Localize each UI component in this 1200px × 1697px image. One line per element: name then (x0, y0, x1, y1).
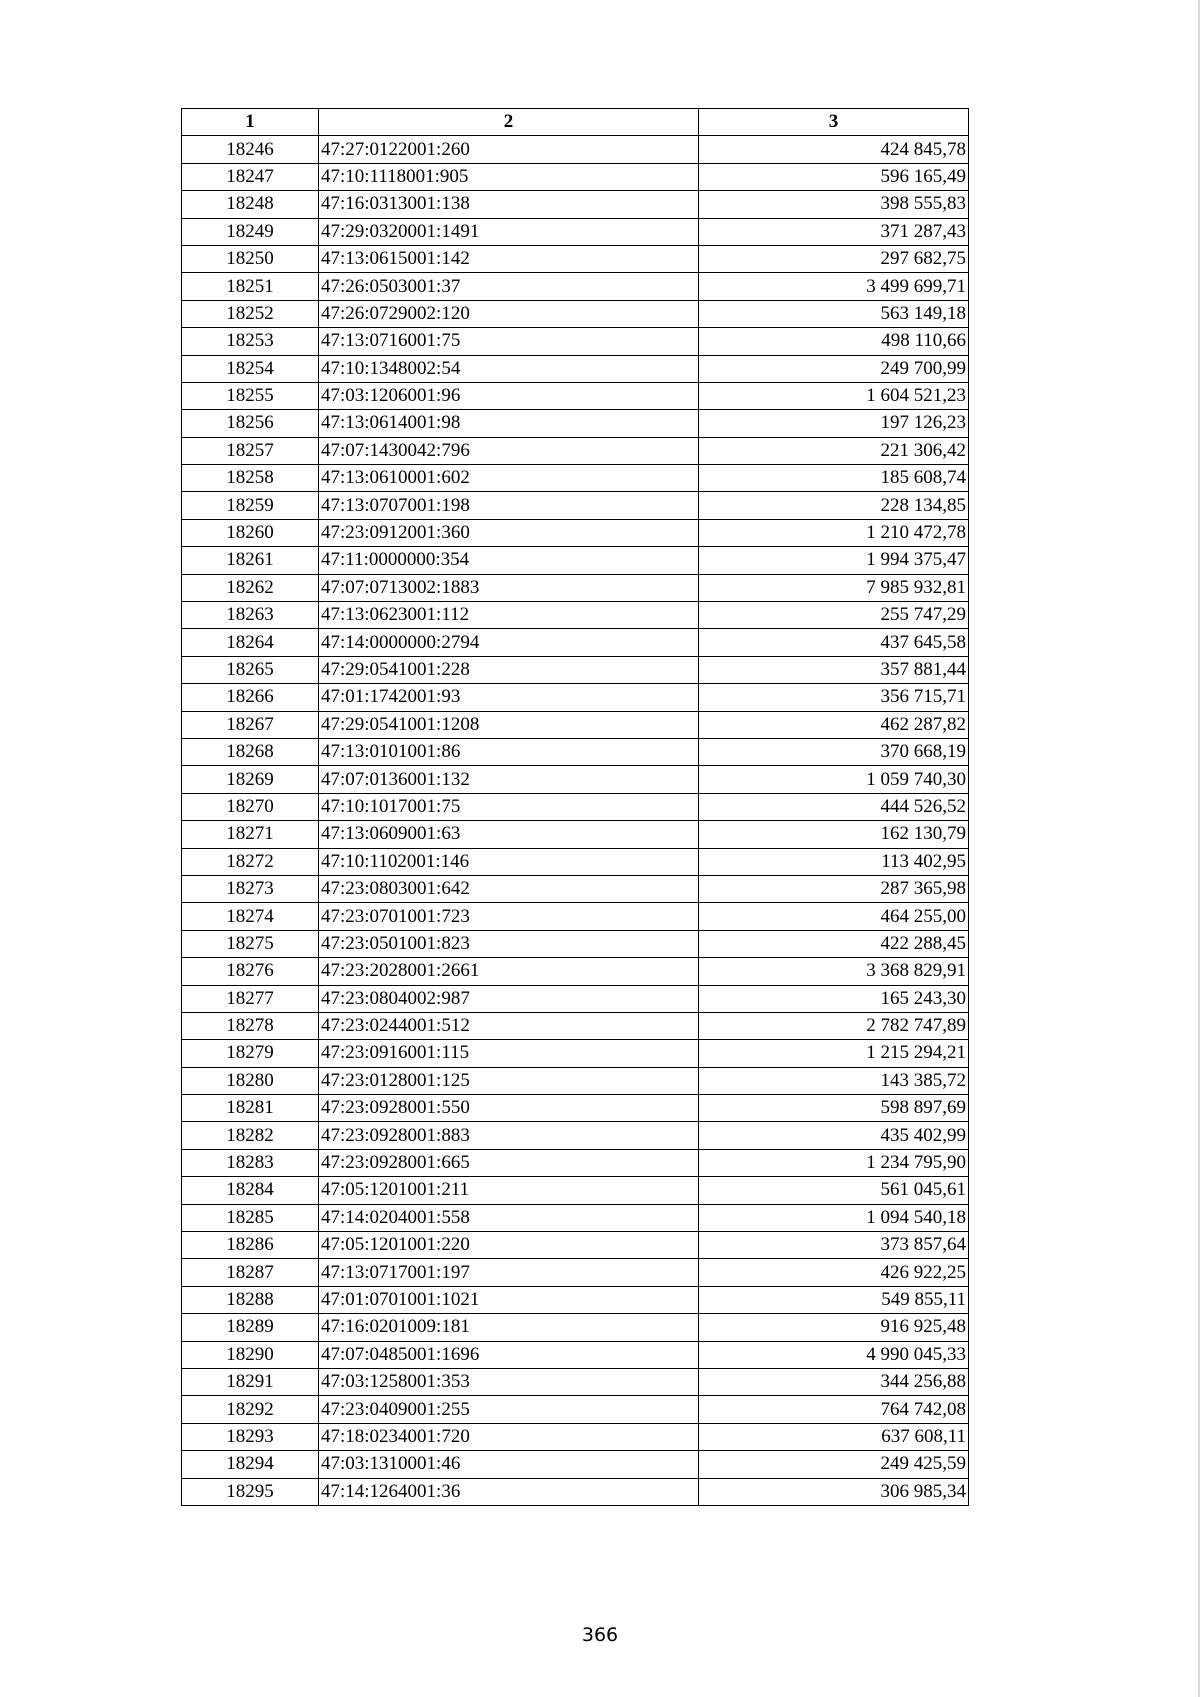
table-row (182, 1451, 969, 1478)
row-number-cell: 18294 (182, 1451, 319, 1478)
table-row (182, 1368, 969, 1395)
data-table (181, 108, 969, 1506)
row-number-cell: 18278 (182, 1012, 319, 1039)
value-cell: 2 782 747,89 (699, 1012, 969, 1039)
cadastral-number-cell: 47:23:0916001:115 (319, 1040, 699, 1067)
row-number-cell: 18254 (182, 355, 319, 382)
value-cell: 1 210 472,78 (699, 519, 969, 546)
cadastral-number-cell: 47:01:0701001:1021 (319, 1286, 699, 1313)
value-cell: 185 608,74 (699, 465, 969, 492)
value-cell: 637 608,11 (699, 1423, 969, 1450)
row-number-cell: 18263 (182, 602, 319, 629)
value-cell: 598 897,69 (699, 1095, 969, 1122)
cadastral-number-cell: 47:03:1258001:353 (319, 1368, 699, 1395)
row-number-cell: 18295 (182, 1478, 319, 1505)
cadastral-number-cell: 47:13:0614001:98 (319, 410, 699, 437)
table-row (182, 1423, 969, 1450)
row-number-cell: 18247 (182, 163, 319, 190)
cadastral-number-cell: 47:14:1264001:36 (319, 1478, 699, 1505)
row-number-cell: 18262 (182, 574, 319, 601)
row-number-cell: 18246 (182, 136, 319, 163)
table-row (182, 1478, 969, 1505)
table-row (182, 1204, 969, 1231)
row-number-cell: 18267 (182, 711, 319, 738)
value-cell: 398 555,83 (699, 191, 969, 218)
row-number-cell: 18266 (182, 684, 319, 711)
row-number-cell: 18274 (182, 903, 319, 930)
value-cell: 297 682,75 (699, 245, 969, 272)
table-row (182, 738, 969, 765)
table-row (182, 1012, 969, 1039)
row-number-cell: 18261 (182, 547, 319, 574)
cadastral-number-cell: 47:13:0717001:197 (319, 1259, 699, 1286)
table-row (182, 793, 969, 820)
table-row (182, 437, 969, 464)
row-number-cell: 18280 (182, 1067, 319, 1094)
table-row (182, 136, 969, 163)
row-number-cell: 18257 (182, 437, 319, 464)
value-cell: 1 994 375,47 (699, 547, 969, 574)
cadastral-number-cell: 47:07:0136001:132 (319, 766, 699, 793)
cadastral-number-cell: 47:27:0122001:260 (319, 136, 699, 163)
value-cell: 596 165,49 (699, 163, 969, 190)
cadastral-number-cell: 47:03:1206001:96 (319, 382, 699, 409)
cadastral-number-cell: 47:23:0928001:550 (319, 1095, 699, 1122)
row-number-cell: 18265 (182, 656, 319, 683)
value-cell: 462 287,82 (699, 711, 969, 738)
column-header-3: 3 (699, 109, 969, 136)
cadastral-number-cell: 47:14:0000000:2794 (319, 629, 699, 656)
cadastral-number-cell: 47:23:0701001:723 (319, 903, 699, 930)
cadastral-number-cell: 47:23:0128001:125 (319, 1067, 699, 1094)
table-row (182, 410, 969, 437)
value-cell: 444 526,52 (699, 793, 969, 820)
cadastral-number-cell: 47:05:1201001:220 (319, 1232, 699, 1259)
cadastral-number-cell: 47:26:0729002:120 (319, 300, 699, 327)
row-number-cell: 18277 (182, 985, 319, 1012)
row-number-cell: 18268 (182, 738, 319, 765)
table-row (182, 1286, 969, 1313)
row-number-cell: 18272 (182, 848, 319, 875)
table-row (182, 1177, 969, 1204)
row-number-cell: 18273 (182, 875, 319, 902)
value-cell: 197 126,23 (699, 410, 969, 437)
table-row (182, 300, 969, 327)
table-row (182, 602, 969, 629)
table-row (182, 218, 969, 245)
table-row (182, 465, 969, 492)
value-cell: 221 306,42 (699, 437, 969, 464)
cadastral-number-cell: 47:29:0541001:1208 (319, 711, 699, 738)
column-header-1: 1 (182, 109, 319, 136)
row-number-cell: 18259 (182, 492, 319, 519)
table-row (182, 958, 969, 985)
value-cell: 498 110,66 (699, 328, 969, 355)
value-cell: 561 045,61 (699, 1177, 969, 1204)
value-cell: 162 130,79 (699, 821, 969, 848)
row-number-cell: 18256 (182, 410, 319, 437)
cadastral-number-cell: 47:10:1102001:146 (319, 848, 699, 875)
row-number-cell: 18275 (182, 930, 319, 957)
table-row (182, 574, 969, 601)
value-cell: 344 256,88 (699, 1368, 969, 1395)
cadastral-number-cell: 47:13:0623001:112 (319, 602, 699, 629)
value-cell: 373 857,64 (699, 1232, 969, 1259)
value-cell: 916 925,48 (699, 1314, 969, 1341)
row-number-cell: 18260 (182, 519, 319, 546)
value-cell: 549 855,11 (699, 1286, 969, 1313)
table-row (182, 821, 969, 848)
row-number-cell: 18264 (182, 629, 319, 656)
value-cell: 249 700,99 (699, 355, 969, 382)
row-number-cell: 18271 (182, 821, 319, 848)
value-cell: 3 368 829,91 (699, 958, 969, 985)
row-number-cell: 18249 (182, 218, 319, 245)
value-cell: 165 243,30 (699, 985, 969, 1012)
table-row (182, 1341, 969, 1368)
cadastral-number-cell: 47:23:0244001:512 (319, 1012, 699, 1039)
table-row (182, 328, 969, 355)
row-number-cell: 18270 (182, 793, 319, 820)
row-number-cell: 18284 (182, 1177, 319, 1204)
table-row (182, 273, 969, 300)
value-cell: 287 365,98 (699, 875, 969, 902)
table-row (182, 492, 969, 519)
cadastral-number-cell: 47:13:0609001:63 (319, 821, 699, 848)
row-number-cell: 18293 (182, 1423, 319, 1450)
value-cell: 435 402,99 (699, 1122, 969, 1149)
value-cell: 4 990 045,33 (699, 1341, 969, 1368)
value-cell: 764 742,08 (699, 1396, 969, 1423)
table-row (182, 629, 969, 656)
cadastral-number-cell: 47:16:0201009:181 (319, 1314, 699, 1341)
row-number-cell: 18282 (182, 1122, 319, 1149)
value-cell: 370 668,19 (699, 738, 969, 765)
cadastral-number-cell: 47:23:0804002:987 (319, 985, 699, 1012)
table-header-row (182, 109, 969, 136)
table-row (182, 1095, 969, 1122)
cadastral-number-cell: 47:07:0485001:1696 (319, 1341, 699, 1368)
table-row (182, 355, 969, 382)
cadastral-number-cell: 47:13:0716001:75 (319, 328, 699, 355)
value-cell: 424 845,78 (699, 136, 969, 163)
cadastral-number-cell: 47:23:0928001:665 (319, 1149, 699, 1176)
cadastral-number-cell: 47:10:1118001:905 (319, 163, 699, 190)
cadastral-number-cell: 47:16:0313001:138 (319, 191, 699, 218)
cadastral-number-cell: 47:10:1348002:54 (319, 355, 699, 382)
cadastral-number-cell: 47:23:0912001:360 (319, 519, 699, 546)
value-cell: 1 094 540,18 (699, 1204, 969, 1231)
table-row (182, 1149, 969, 1176)
table-row (182, 519, 969, 546)
value-cell: 249 425,59 (699, 1451, 969, 1478)
table-row (182, 1396, 969, 1423)
value-cell: 3 499 699,71 (699, 273, 969, 300)
table-row (182, 711, 969, 738)
cadastral-number-cell: 47:23:0803001:642 (319, 875, 699, 902)
value-cell: 563 149,18 (699, 300, 969, 327)
cadastral-number-cell: 47:29:0320001:1491 (319, 218, 699, 245)
value-cell: 228 134,85 (699, 492, 969, 519)
table-row (182, 547, 969, 574)
cadastral-number-cell: 47:03:1310001:46 (319, 1451, 699, 1478)
cadastral-number-cell: 47:05:1201001:211 (319, 1177, 699, 1204)
table-body (182, 136, 969, 1506)
table-row (182, 382, 969, 409)
value-cell: 1 059 740,30 (699, 766, 969, 793)
table-row (182, 656, 969, 683)
table-row (182, 1259, 969, 1286)
row-number-cell: 18286 (182, 1232, 319, 1259)
cadastral-number-cell: 47:07:0713002:1883 (319, 574, 699, 601)
row-number-cell: 18279 (182, 1040, 319, 1067)
value-cell: 437 645,58 (699, 629, 969, 656)
cadastral-number-cell: 47:07:1430042:796 (319, 437, 699, 464)
cadastral-number-cell: 47:13:0610001:602 (319, 465, 699, 492)
cadastral-number-cell: 47:10:1017001:75 (319, 793, 699, 820)
table-row (182, 766, 969, 793)
value-cell: 356 715,71 (699, 684, 969, 711)
table-row (182, 930, 969, 957)
row-number-cell: 18258 (182, 465, 319, 492)
cadastral-number-cell: 47:29:0541001:228 (319, 656, 699, 683)
row-number-cell: 18281 (182, 1095, 319, 1122)
table-row (182, 848, 969, 875)
value-cell: 426 922,25 (699, 1259, 969, 1286)
cadastral-number-cell: 47:11:0000000:354 (319, 547, 699, 574)
table-row (182, 1122, 969, 1149)
row-number-cell: 18288 (182, 1286, 319, 1313)
value-cell: 1 234 795,90 (699, 1149, 969, 1176)
table-row (182, 985, 969, 1012)
cadastral-number-cell: 47:23:0409001:255 (319, 1396, 699, 1423)
table-row (182, 875, 969, 902)
table-row (182, 1314, 969, 1341)
row-number-cell: 18285 (182, 1204, 319, 1231)
row-number-cell: 18276 (182, 958, 319, 985)
cadastral-number-cell: 47:13:0101001:86 (319, 738, 699, 765)
cadastral-number-cell: 47:13:0707001:198 (319, 492, 699, 519)
row-number-cell: 18253 (182, 328, 319, 355)
value-cell: 255 747,29 (699, 602, 969, 629)
row-number-cell: 18289 (182, 1314, 319, 1341)
row-number-cell: 18290 (182, 1341, 319, 1368)
row-number-cell: 18250 (182, 245, 319, 272)
value-cell: 113 402,95 (699, 848, 969, 875)
value-cell: 7 985 932,81 (699, 574, 969, 601)
table-row (182, 191, 969, 218)
table-row (182, 163, 969, 190)
cadastral-number-cell: 47:23:0501001:823 (319, 930, 699, 957)
table-row (182, 684, 969, 711)
value-cell: 422 288,45 (699, 930, 969, 957)
table-row (182, 245, 969, 272)
table-row (182, 903, 969, 930)
row-number-cell: 18269 (182, 766, 319, 793)
value-cell: 1 604 521,23 (699, 382, 969, 409)
cadastral-number-cell: 47:23:0928001:883 (319, 1122, 699, 1149)
row-number-cell: 18255 (182, 382, 319, 409)
row-number-cell: 18291 (182, 1368, 319, 1395)
page-number: 366 (581, 1624, 619, 1646)
value-cell: 1 215 294,21 (699, 1040, 969, 1067)
cadastral-number-cell: 47:14:0204001:558 (319, 1204, 699, 1231)
row-number-cell: 18283 (182, 1149, 319, 1176)
value-cell: 371 287,43 (699, 218, 969, 245)
value-cell: 306 985,34 (699, 1478, 969, 1505)
value-cell: 464 255,00 (699, 903, 969, 930)
cadastral-number-cell: 47:13:0615001:142 (319, 245, 699, 272)
value-cell: 143 385,72 (699, 1067, 969, 1094)
row-number-cell: 18252 (182, 300, 319, 327)
cadastral-number-cell: 47:18:0234001:720 (319, 1423, 699, 1450)
row-number-cell: 18248 (182, 191, 319, 218)
table-row (182, 1040, 969, 1067)
row-number-cell: 18287 (182, 1259, 319, 1286)
column-header-2: 2 (319, 109, 699, 136)
row-number-cell: 18292 (182, 1396, 319, 1423)
value-cell: 357 881,44 (699, 656, 969, 683)
cadastral-number-cell: 47:26:0503001:37 (319, 273, 699, 300)
cadastral-number-cell: 47:23:2028001:2661 (319, 958, 699, 985)
cadastral-number-cell: 47:01:1742001:93 (319, 684, 699, 711)
table-row (182, 1067, 969, 1094)
row-number-cell: 18251 (182, 273, 319, 300)
table-row (182, 1232, 969, 1259)
